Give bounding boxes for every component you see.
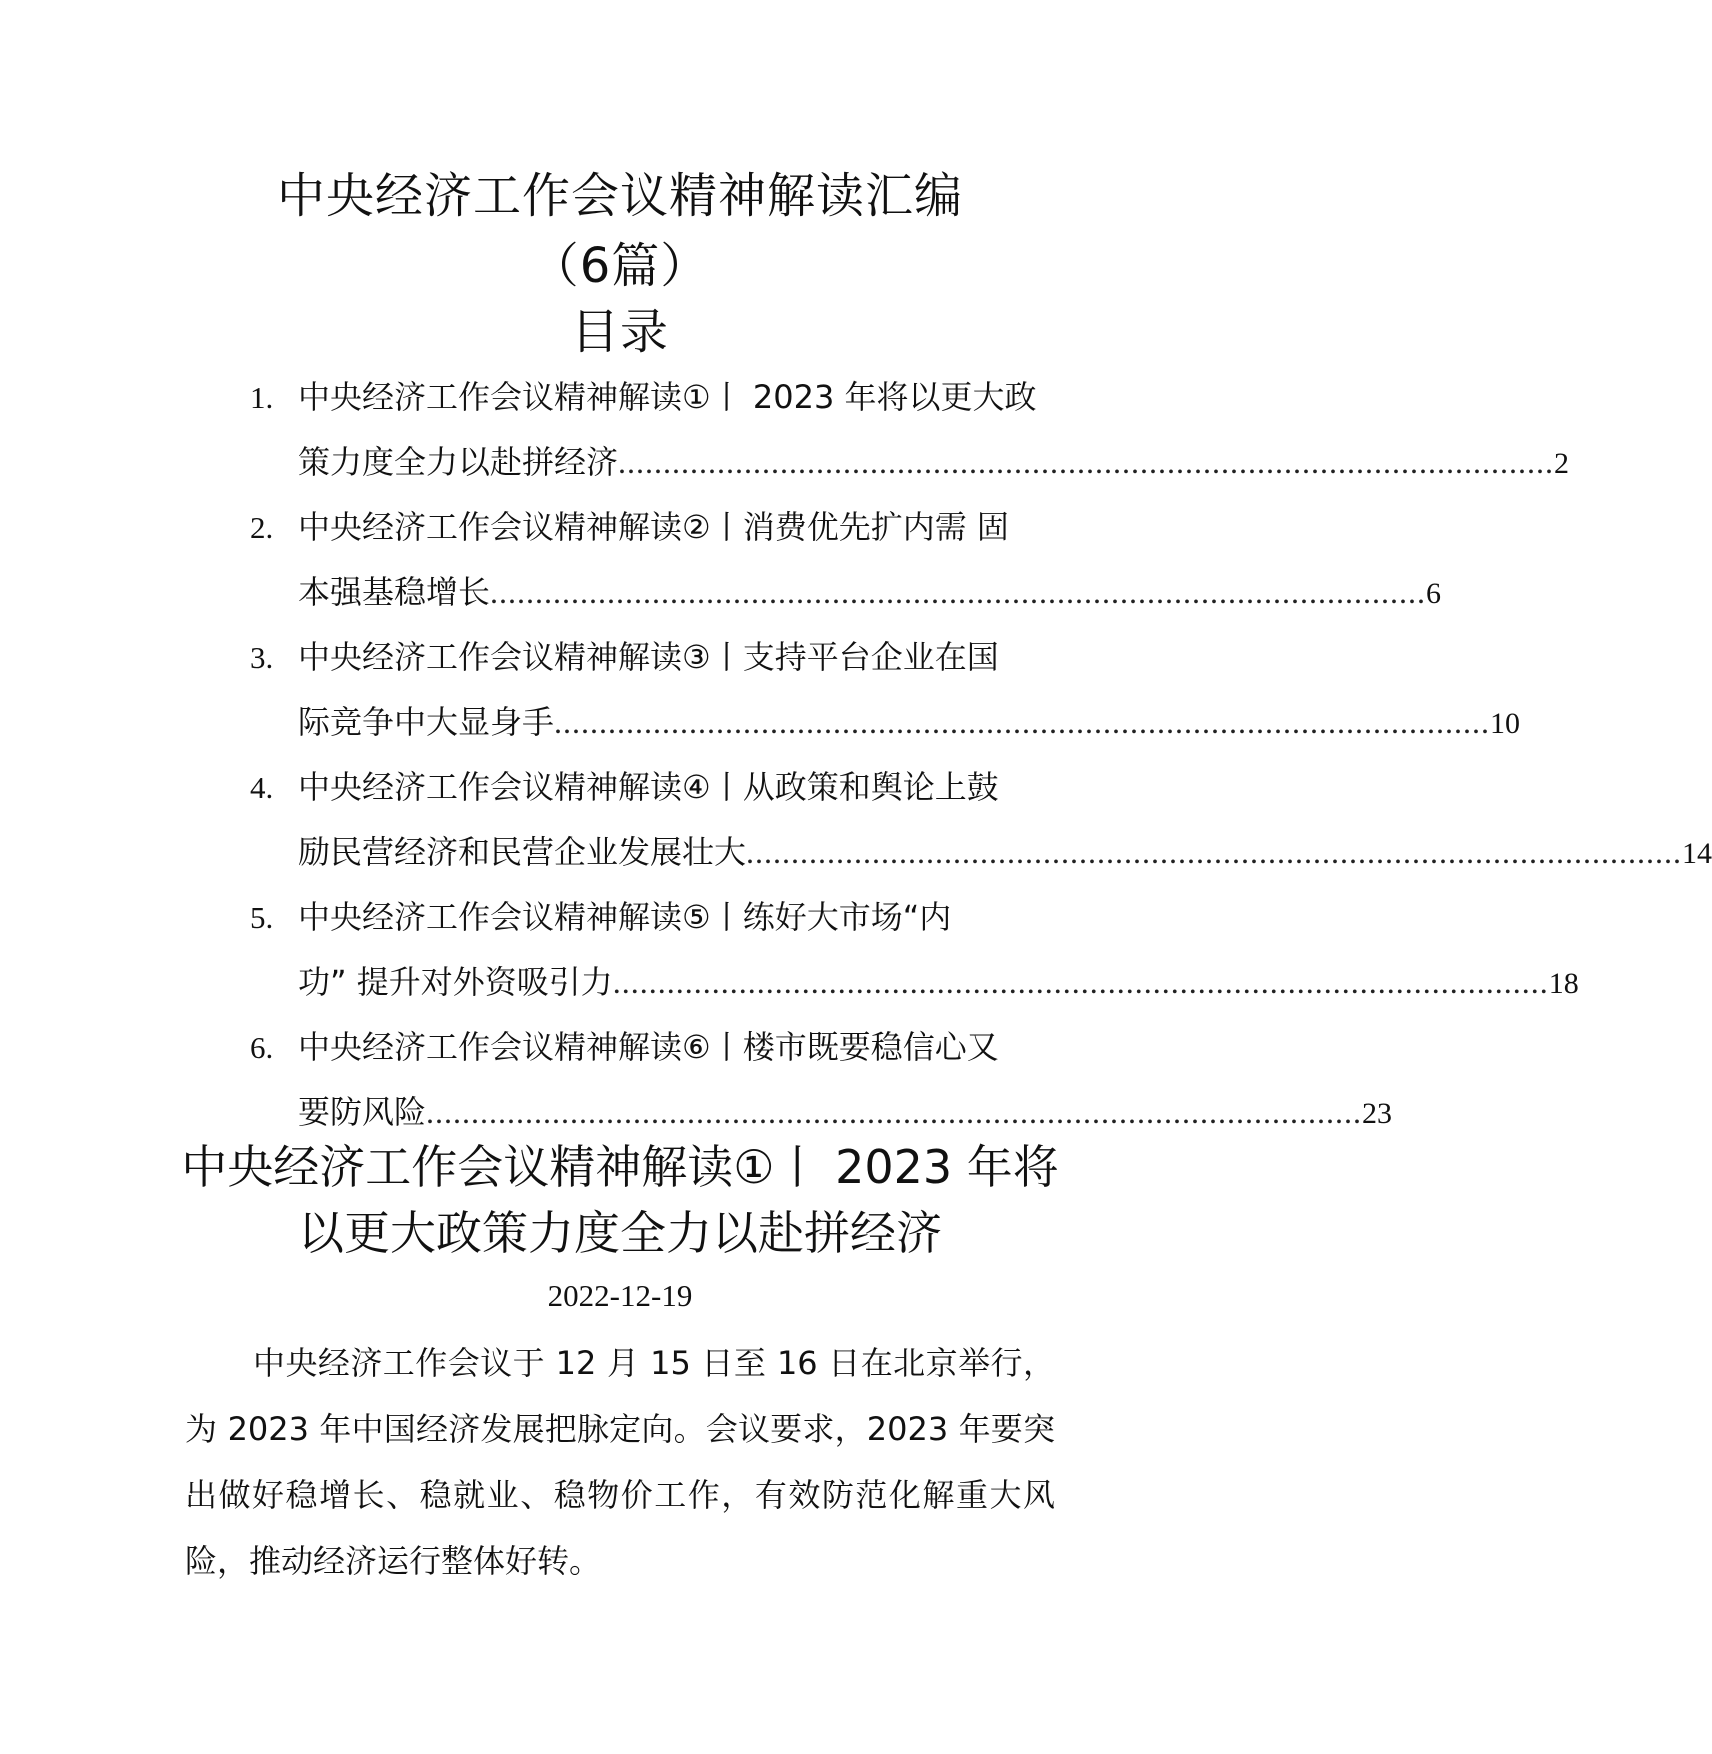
toc-entry-6[interactable] — [250, 1015, 1393, 1145]
toc-page-number: 2 — [1554, 447, 1570, 480]
toc-entry-2[interactable] — [250, 495, 1442, 625]
toc-heading: 目录 — [570, 304, 669, 360]
toc-leader-dots: ........................................................................................................ — [612, 964, 1549, 1000]
toc-title-line1: 中央经济工作会议精神解读④丨从政策和舆论上鼓 — [298, 768, 999, 806]
article-paragraph: 中央经济工作会议于 12 月 15 日至 16 日在北京举行，为 2023 年中国经济发展把脉定向。会议要求，2023 年要突出做好稳增长、稳就业、稳物价工作，有效防范化解重大风险，推动经济运行整体好转。 — [185, 1344, 1055, 1580]
article-title-continued: 以更大政策力度全力以赴拼经济 — [298, 1206, 942, 1260]
toc-page-number: 10 — [1490, 707, 1521, 740]
toc-leader-dots: ........................................................................................................ — [554, 704, 1491, 740]
toc-page-number: 18 — [1548, 967, 1579, 1000]
toc-title-line2: 本强基稳增长 — [298, 573, 491, 611]
toc-number: 4. — [250, 770, 274, 805]
toc-title-line1: 中央经济工作会议精神解读①丨 2023 年将以更大政 — [298, 378, 1037, 416]
toc-number: 3. — [250, 640, 274, 675]
toc-title-line2: 策力度全力以赴拼经济 — [298, 443, 619, 481]
toc-title-line2: 要防风险 — [298, 1093, 427, 1131]
toc-entry-5[interactable] — [250, 885, 1579, 1015]
article-title: 中央经济工作会议精神解读①丨 2023 年将 — [181, 1140, 1059, 1194]
toc-leader-dots: ........................................................................................................ — [426, 1094, 1363, 1130]
toc-number: 5. — [250, 900, 274, 935]
table-of-contents — [250, 365, 1712, 1145]
toc-page-number: 6 — [1426, 577, 1442, 610]
toc-entry-3[interactable] — [250, 625, 1521, 755]
toc-number: 1. — [250, 380, 274, 415]
toc-number: 6. — [250, 1030, 274, 1065]
document-title: 中央经济工作会议精神解读汇编 — [276, 168, 963, 224]
toc-title-line1: 中央经济工作会议精神解读②丨消费优先扩内需 固 — [298, 508, 1009, 546]
toc-title-line2: 励民营经济和民营企业发展壮大 — [298, 833, 747, 871]
toc-page-number: 23 — [1362, 1097, 1393, 1130]
document-subtitle: （6篇） — [530, 238, 710, 294]
toc-title-line1: 中央经济工作会议精神解读③丨支持平台企业在国 — [298, 638, 999, 676]
toc-entry-4[interactable] — [250, 755, 1712, 885]
toc-page-number: 14 — [1682, 837, 1712, 870]
toc-number: 2. — [250, 510, 274, 545]
toc-leader-dots: ........................................................................................................ — [618, 444, 1555, 480]
toc-entry-1[interactable] — [250, 365, 1570, 495]
toc-title-line1: 中央经济工作会议精神解读⑤丨练好大市场“内 — [298, 898, 952, 936]
toc-leader-dots: ........................................................................................................ — [490, 574, 1427, 610]
toc-title-line2: 际竞争中大显身手 — [298, 703, 555, 741]
toc-leader-dots: ........................................................................................................ — [746, 834, 1683, 870]
article-date: 2022-12-19 — [547, 1278, 693, 1313]
toc-title-line2: 功” 提升对外资吸引力 — [298, 963, 613, 1001]
toc-title-line1: 中央经济工作会议精神解读⑥丨楼市既要稳信心又 — [298, 1028, 999, 1066]
